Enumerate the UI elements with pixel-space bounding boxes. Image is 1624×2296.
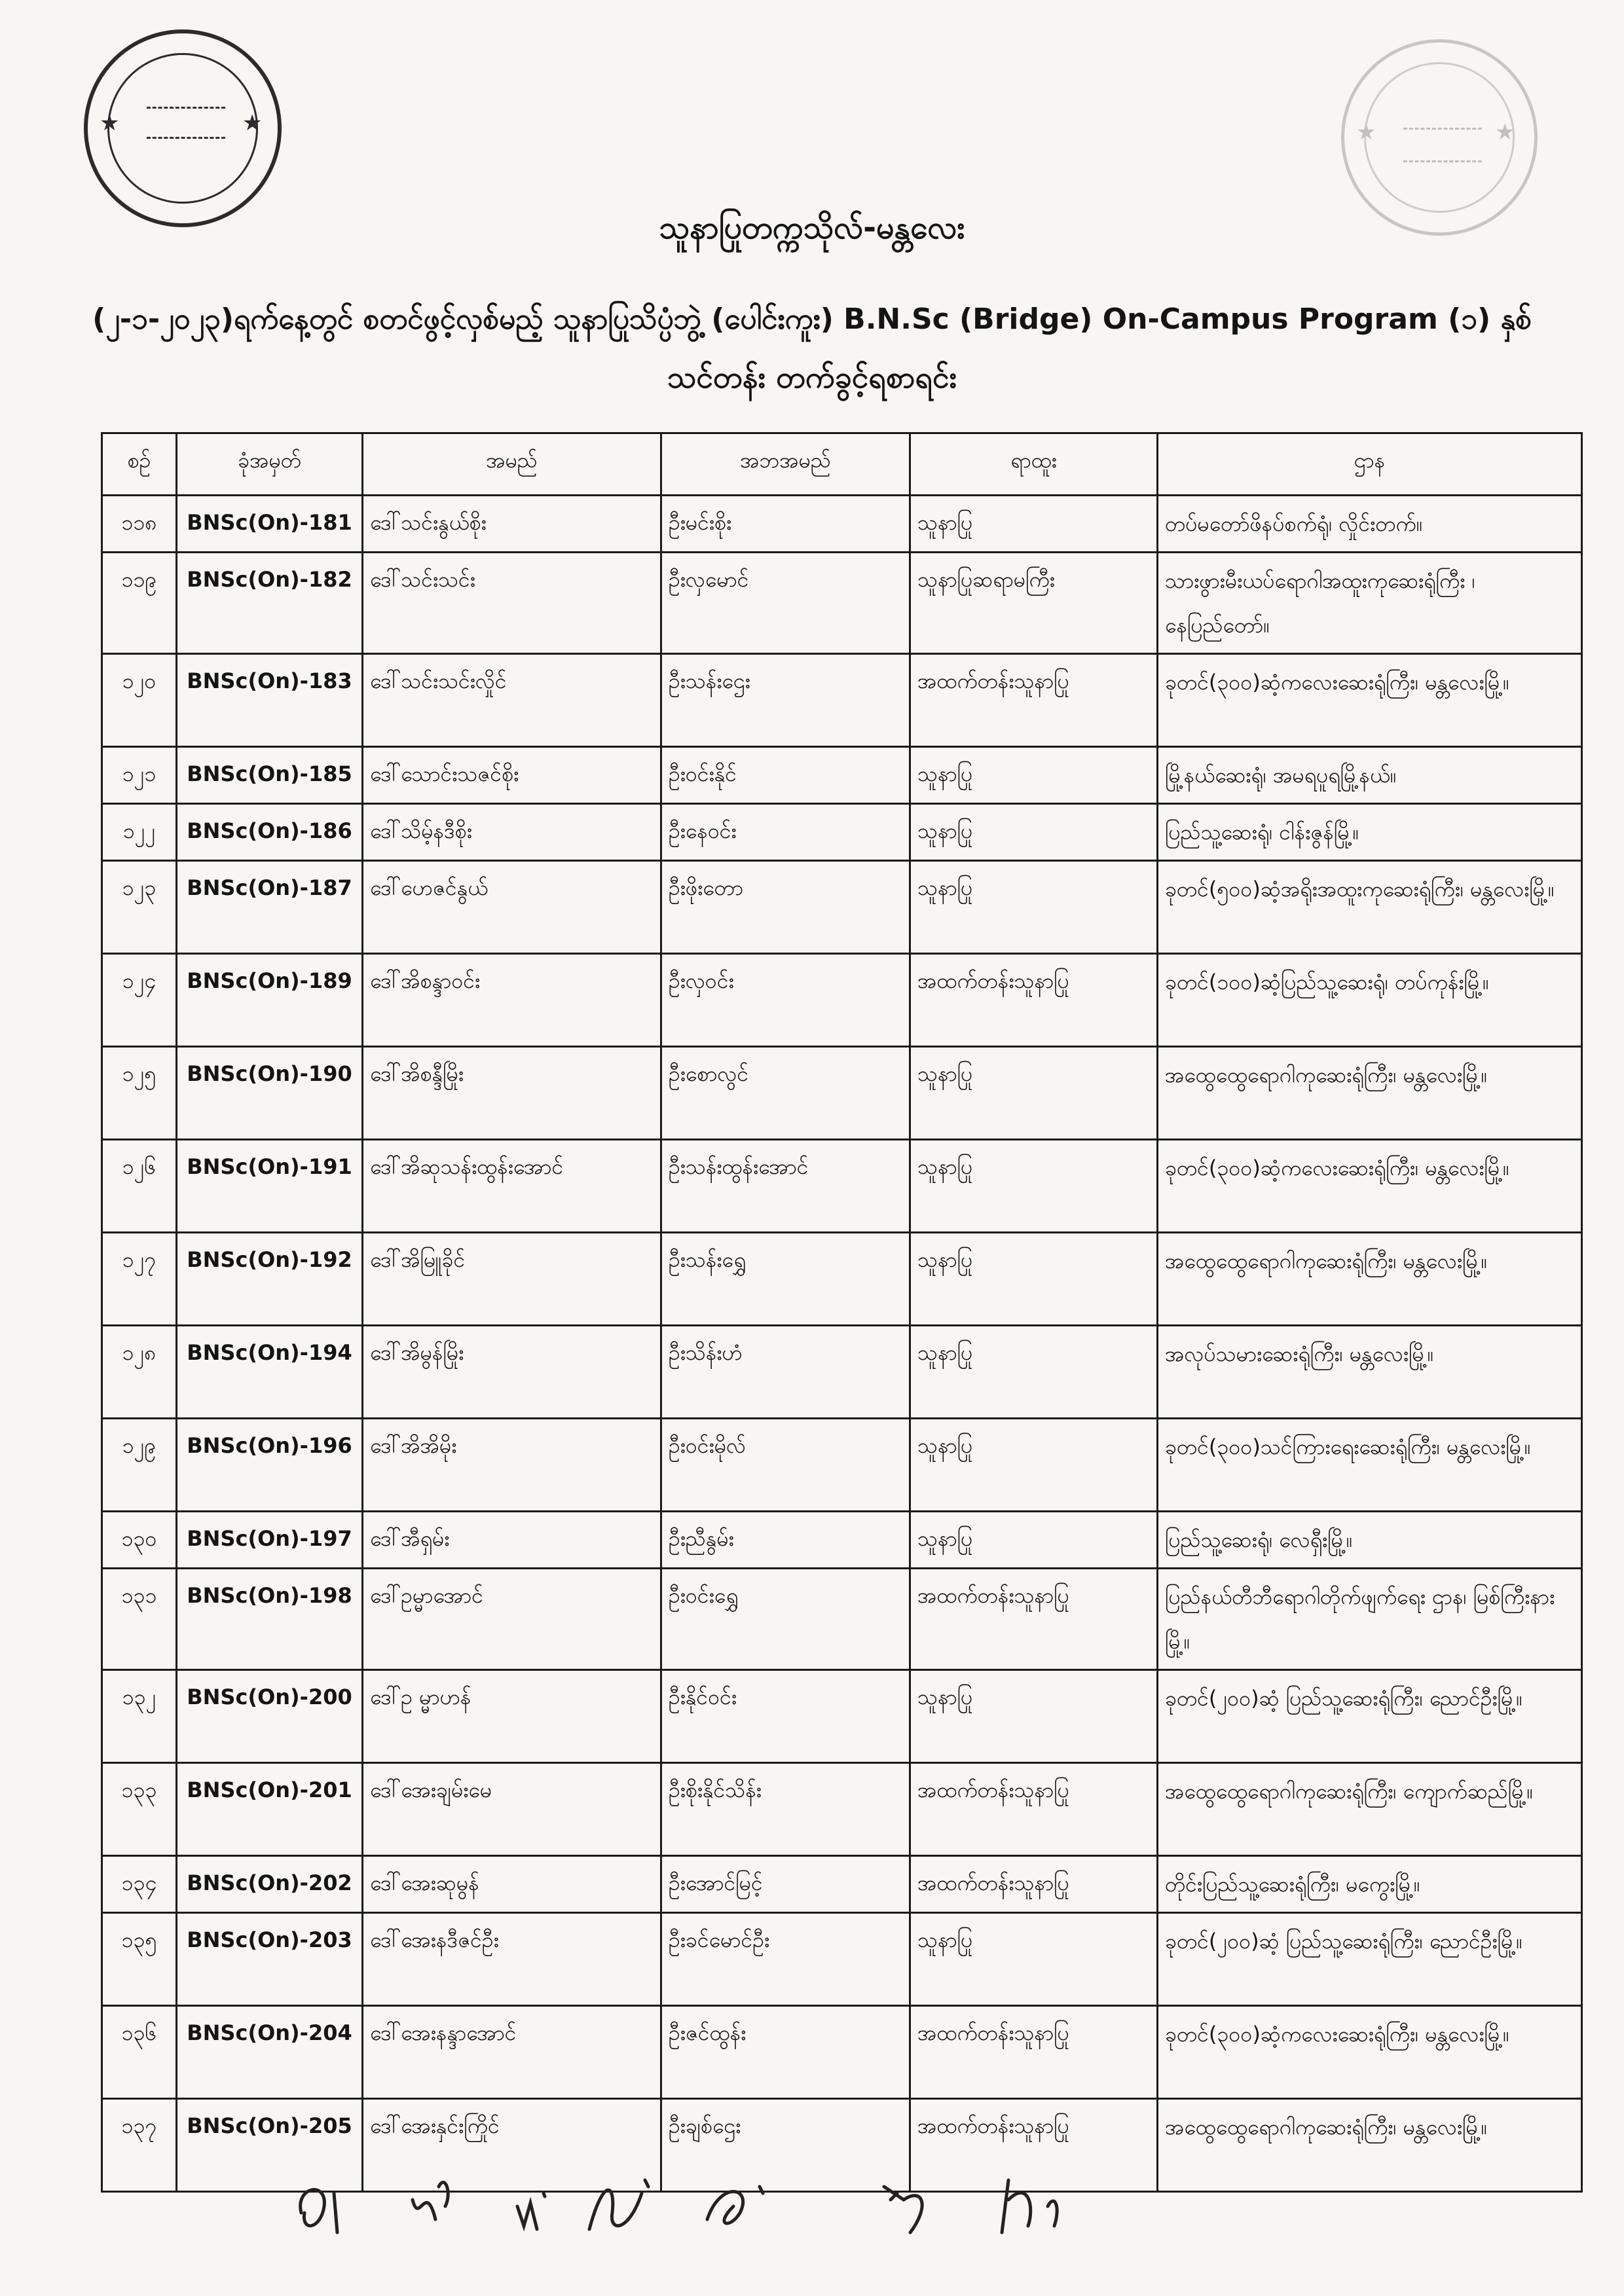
cell-father: ဦးမင်းစိုး	[661, 496, 910, 553]
cell-name: ဒေါ်အီရှမ်း	[363, 1512, 661, 1569]
cell-name: ဒေါ်အိစန္ဒီမြိုး	[363, 1047, 661, 1140]
cell-roll: BNSc(On)-192	[177, 1233, 363, 1326]
cell-dept: မြို့နယ်ဆေးရုံ၊ အမရပူရမြို့နယ်။	[1158, 747, 1582, 804]
cell-position: သူနာပြု	[910, 496, 1158, 553]
cell-position: သူနာပြု	[910, 1047, 1158, 1140]
cell-father: ဦးသန်းထွန်းအောင်	[661, 1140, 910, 1233]
cell-position: သူနာပြု	[910, 1140, 1158, 1233]
table-row	[102, 861, 1582, 954]
cell-position: သူနာပြု	[910, 1326, 1158, 1419]
cell-father: ဦးညီနွမ်း	[661, 1512, 910, 1569]
cell-name: ဒေါ်သင်းသင်းလှိုင်	[363, 654, 661, 747]
cell-dept: ခုတင်(၃၀၀)ဆံ့ကလေးဆေးရုံကြီး၊ မန္တလေးမြို့။	[1158, 654, 1582, 747]
table-row	[102, 1419, 1582, 1512]
cell-roll: BNSc(On)-196	[177, 1419, 363, 1512]
cell-father: ဦးစိုးနိုင်သိန်း	[661, 1763, 910, 1856]
cell-father: ဦးချစ်ဌေး	[661, 2099, 910, 2192]
cell-dept: အထွေထွေရောဂါကုဆေးရုံကြီး၊ ကျောက်ဆည်မြို့။	[1158, 1763, 1582, 1856]
cell-roll: BNSc(On)-181	[177, 496, 363, 553]
signature-7	[989, 2167, 1087, 2239]
document-title: သူနာပြုတက္ကသိုလ်-မန္တလေး	[659, 210, 965, 246]
cell-father: ဦးသန်းရွှေ	[661, 1233, 910, 1326]
cell-no: ၁၁၈	[102, 496, 177, 553]
cell-dept: ခုတင်(၅၀၀)ဆံ့အရိုးအထူးကုဆေးရုံကြီး၊ မန္တလေးမြို့။	[1158, 861, 1582, 954]
stamp-right	[1341, 39, 1538, 236]
cell-roll: BNSc(On)-205	[177, 2099, 363, 2192]
table-row	[102, 496, 1582, 553]
cell-dept: အလုပ်သမားဆေးရုံကြီး၊ မန္တလေးမြို့။	[1158, 1326, 1582, 1419]
cell-position: သူနာပြု	[910, 1913, 1158, 2006]
cell-father: ဦးအောင်မြင့်	[661, 1856, 910, 1913]
document-subtitle: (၂-၁-၂၀၂၃)ရက်နေ့တွင် စတင်ဖွင့်လှစ်မည့် သူနာပြုသိပ္ပံဘွဲ့ (ပေါင်းကူး) B.N.Sc (Bridge) On-Campus Program (၁) နှစ်	[92, 302, 1532, 336]
table-row	[102, 2006, 1582, 2099]
table-row	[102, 1670, 1582, 1763]
cell-no: ၁၂၄	[102, 954, 177, 1047]
stamp-left-star-icon: ★	[100, 110, 120, 136]
cell-dept: ခုတင်(၁၀၀)ဆံ့ပြည်သူ့ဆေးရုံ၊ တပ်ကုန်းမြို့။	[1158, 954, 1582, 1047]
cell-position: အထက်တန်းသူနာပြု	[910, 2006, 1158, 2099]
cell-position: အထက်တန်းသူနာပြု	[910, 654, 1158, 747]
col-header-no: စဉ်	[102, 433, 177, 496]
stamp-right-inner-ring	[1364, 62, 1515, 213]
col-header-dept: ဌာန	[1158, 433, 1582, 496]
cell-dept: ခုတင်(၂၀၀)ဆံ့ ပြည်သူ့ဆေးရုံကြီး၊ ညောင်ဦးမြို့။	[1158, 1670, 1582, 1763]
cell-name: ဒေါ်အေးဆုမွန်	[363, 1856, 661, 1913]
cell-dept: ခုတင်(၃၀၀)ဆံ့ကလေးဆေးရုံကြီး၊ မန္တလေးမြို့။	[1158, 2006, 1582, 2099]
stamp-left	[84, 29, 282, 227]
cell-father: ဦးသန်းဌေး	[661, 654, 910, 747]
cell-no: ၁၂၇	[102, 1233, 177, 1326]
cell-roll: BNSc(On)-200	[177, 1670, 363, 1763]
table-row	[102, 1569, 1582, 1670]
cell-father: ဦးဇင်ထွန်း	[661, 2006, 910, 2099]
cell-roll: BNSc(On)-189	[177, 954, 363, 1047]
table-row	[102, 954, 1582, 1047]
cell-position: သူနာပြုဆရာမကြီး	[910, 553, 1158, 654]
table-row	[102, 1512, 1582, 1569]
cell-roll: BNSc(On)-194	[177, 1326, 363, 1419]
cell-no: ၁၂၉	[102, 1419, 177, 1512]
cell-dept: အထွေထွေရောဂါကုဆေးရုံကြီး၊ မန္တလေးမြို့။	[1158, 1047, 1582, 1140]
cell-dept: ခုတင်(၂၀၀)ဆံ့ ပြည်သူ့ဆေးရုံကြီး၊ ညောင်ဦးမြို့။	[1158, 1913, 1582, 2006]
cell-dept: ခုတင်(၃၀၀)သင်ကြားရေးဆေးရုံကြီး၊ မန္တလေးမြို့။	[1158, 1419, 1582, 1512]
cell-no: ၁၂၃	[102, 861, 177, 954]
cell-name: ဒေါ်ဥမ္မာအောင်	[363, 1569, 661, 1670]
cell-dept: ပြည်သူ့ဆေးရုံ၊ လေရှီးမြို့။	[1158, 1512, 1582, 1569]
cell-name: ဒေါ်အိအိမိုး	[363, 1419, 661, 1512]
signature-4	[576, 2167, 674, 2239]
col-header-name: အမည်	[363, 433, 661, 496]
cell-name: ဒေါ်အေးနန္ဒာအောင်	[363, 2006, 661, 2099]
cell-father: ဦးဝင်းမိုလ်	[661, 1419, 910, 1512]
stamp-right-date-line	[1403, 160, 1482, 162]
cell-roll: BNSc(On)-197	[177, 1512, 363, 1569]
col-header-roll: ခုံအမှတ်	[177, 433, 363, 496]
cell-no: ၁၃၇	[102, 2099, 177, 2192]
cell-roll: BNSc(On)-201	[177, 1763, 363, 1856]
cell-roll: BNSc(On)-191	[177, 1140, 363, 1233]
col-header-father: အဘအမည်	[661, 433, 910, 496]
cell-no: ၁၂၀	[102, 654, 177, 747]
cell-position: အထက်တန်းသူနာပြု	[910, 2099, 1158, 2192]
cell-name: ဒေါ်သောင်းသဇင်စိုး	[363, 747, 661, 804]
cell-position: သူနာပြု	[910, 1419, 1158, 1512]
cell-father: ဦးလှဝင်း	[661, 954, 910, 1047]
cell-position: အထက်တန်းသူနာပြု	[910, 1856, 1158, 1913]
table-row	[102, 747, 1582, 804]
cell-dept: ပြည်သူ့ဆေးရုံ၊ ငါန်းဇွန်မြို့။	[1158, 804, 1582, 861]
table-row	[102, 804, 1582, 861]
cell-no: ၁၂၂	[102, 804, 177, 861]
cell-no: ၁၂၁	[102, 747, 177, 804]
stamp-right-star-icon: ★	[1356, 119, 1376, 145]
cell-roll: BNSc(On)-182	[177, 553, 363, 654]
stamp-left-star-icon-2: ★	[242, 110, 263, 136]
table-row	[102, 1913, 1582, 2006]
cell-no: ၁၂၈	[102, 1326, 177, 1419]
stamp-left-date-line	[147, 137, 225, 139]
cell-roll: BNSc(On)-183	[177, 654, 363, 747]
table-row	[102, 1326, 1582, 1419]
stamp-right-star-icon-2: ★	[1495, 119, 1515, 145]
cell-roll: BNSc(On)-187	[177, 861, 363, 954]
cell-roll: BNSc(On)-190	[177, 1047, 363, 1140]
cell-position: သူနာပြု	[910, 804, 1158, 861]
cell-roll: BNSc(On)-204	[177, 2006, 363, 2099]
signature-6	[871, 2167, 969, 2239]
cell-name: ဒေါ်အေးနှင်းကြိုင်	[363, 2099, 661, 2192]
signature-2	[399, 2167, 498, 2239]
cell-position: အထက်တန်းသူနာပြု	[910, 954, 1158, 1047]
cell-father: ဦးလှမောင်	[661, 553, 910, 654]
cell-name: ဒေါ်ဥ မ္မာဟန်	[363, 1670, 661, 1763]
cell-no: ၁၂၅	[102, 1047, 177, 1140]
cell-name: ဒေါ်အိဆုသန်းထွန်းအောင်	[363, 1140, 661, 1233]
table-row	[102, 654, 1582, 747]
cell-no: ၁၃၂	[102, 1670, 177, 1763]
cell-dept: အထွေထွေရောဂါကုဆေးရုံကြီး၊ မန္တလေးမြို့။	[1158, 2099, 1582, 2192]
cell-dept: တပ်မတော်ဖိနပ်စက်ရုံ၊ လှိုင်းတက်။	[1158, 496, 1582, 553]
cell-roll: BNSc(On)-186	[177, 804, 363, 861]
cell-father: ဦးနေဝင်း	[661, 804, 910, 861]
table-row	[102, 1856, 1582, 1913]
cell-position: အထက်တန်းသူနာပြု	[910, 1569, 1158, 1670]
signature-1	[288, 2167, 386, 2239]
cell-no: ၁၃၅	[102, 1913, 177, 2006]
cell-position: သူနာပြု	[910, 747, 1158, 804]
cell-position: သူနာပြု	[910, 1233, 1158, 1326]
cell-no: ၁၂၆	[102, 1140, 177, 1233]
col-header-position: ရာထူး	[910, 433, 1158, 496]
cell-position: သူနာပြု	[910, 1512, 1158, 1569]
cell-name: ဒေါ်အိစန္ဒာဝင်း	[363, 954, 661, 1047]
cell-dept: ခုတင်(၃၀၀)ဆံ့ကလေးဆေးရုံကြီး၊ မန္တလေးမြို့။	[1158, 1140, 1582, 1233]
cell-position: အထက်တန်းသူနာပြု	[910, 1763, 1158, 1856]
cell-roll: BNSc(On)-202	[177, 1856, 363, 1913]
cell-no: ၁၃၃	[102, 1763, 177, 1856]
document-list-title: သင်တန်း တက်ခွင့်ရစာရင်း	[667, 359, 957, 395]
cell-dept: သားဖွားမီးယပ်ရောဂါအထူးကုဆေးရုံကြီး ၊ နေပြည်တော်။	[1158, 553, 1582, 654]
cell-name: ဒေါ်အေးနဒီဇင်ဦး	[363, 1913, 661, 2006]
cell-name: ဒေါ်ဟေဇင်နွယ်	[363, 861, 661, 954]
cell-roll: BNSc(On)-185	[177, 747, 363, 804]
cell-no: ၁၃၀	[102, 1512, 177, 1569]
cell-name: ဒေါ်သင်းသင်း	[363, 553, 661, 654]
cell-position: သူနာပြု	[910, 1670, 1158, 1763]
stamp-right-ref-line	[1403, 128, 1482, 130]
cell-no: ၁၁၉	[102, 553, 177, 654]
cell-dept: တိုင်းပြည်သူ့ဆေးရုံကြီး၊ မကွေးမြို့။	[1158, 1856, 1582, 1913]
table-row	[102, 1140, 1582, 1233]
cell-position: သူနာပြု	[910, 861, 1158, 954]
cell-no: ၁၃၄	[102, 1856, 177, 1913]
cell-name: ဒေါ်အိမြူခိုင်	[363, 1233, 661, 1326]
cell-father: ဦးဖိုးတော	[661, 861, 910, 954]
cell-father: ဦးဝင်းနိုင်	[661, 747, 910, 804]
cell-no: ၁၃၁	[102, 1569, 177, 1670]
cell-name: ဒေါ်သင်းနွယ်စိုး	[363, 496, 661, 553]
cell-name: ဒေါ်သိမ့်နဒီစိုး	[363, 804, 661, 861]
signature-5	[694, 2167, 792, 2239]
table-row	[102, 1763, 1582, 1856]
table-row	[102, 553, 1582, 654]
cell-father: ဦးခင်မောင်ဦး	[661, 1913, 910, 2006]
table-header-row	[102, 433, 1582, 496]
cell-dept: အထွေထွေရောဂါကုဆေးရုံကြီး၊ မန္တလေးမြို့။	[1158, 1233, 1582, 1326]
stamp-left-inner-ring	[107, 53, 258, 204]
admission-table	[101, 432, 1583, 2193]
stamp-left-ref-line	[147, 107, 225, 109]
cell-father: ဦးနိုင်ဝင်း	[661, 1670, 910, 1763]
table-row	[102, 1233, 1582, 1326]
cell-name: ဒေါ်အိမွန်မြိုး	[363, 1326, 661, 1419]
cell-father: ဦးသိန်းဟံ	[661, 1326, 910, 1419]
table-row	[102, 1047, 1582, 1140]
cell-dept: ပြည်နယ်တီဘီရောဂါတိုက်ဖျက်ရေး ဌာန၊ မြစ်ကြီးနားမြို့။	[1158, 1569, 1582, 1670]
cell-name: ဒေါ်အေးချမ်းမေ	[363, 1763, 661, 1856]
cell-roll: BNSc(On)-203	[177, 1913, 363, 2006]
cell-father: ဦးစောလွင်	[661, 1047, 910, 1140]
cell-father: ဦးဝင်းရွှေ	[661, 1569, 910, 1670]
cell-no: ၁၃၆	[102, 2006, 177, 2099]
cell-roll: BNSc(On)-198	[177, 1569, 363, 1670]
